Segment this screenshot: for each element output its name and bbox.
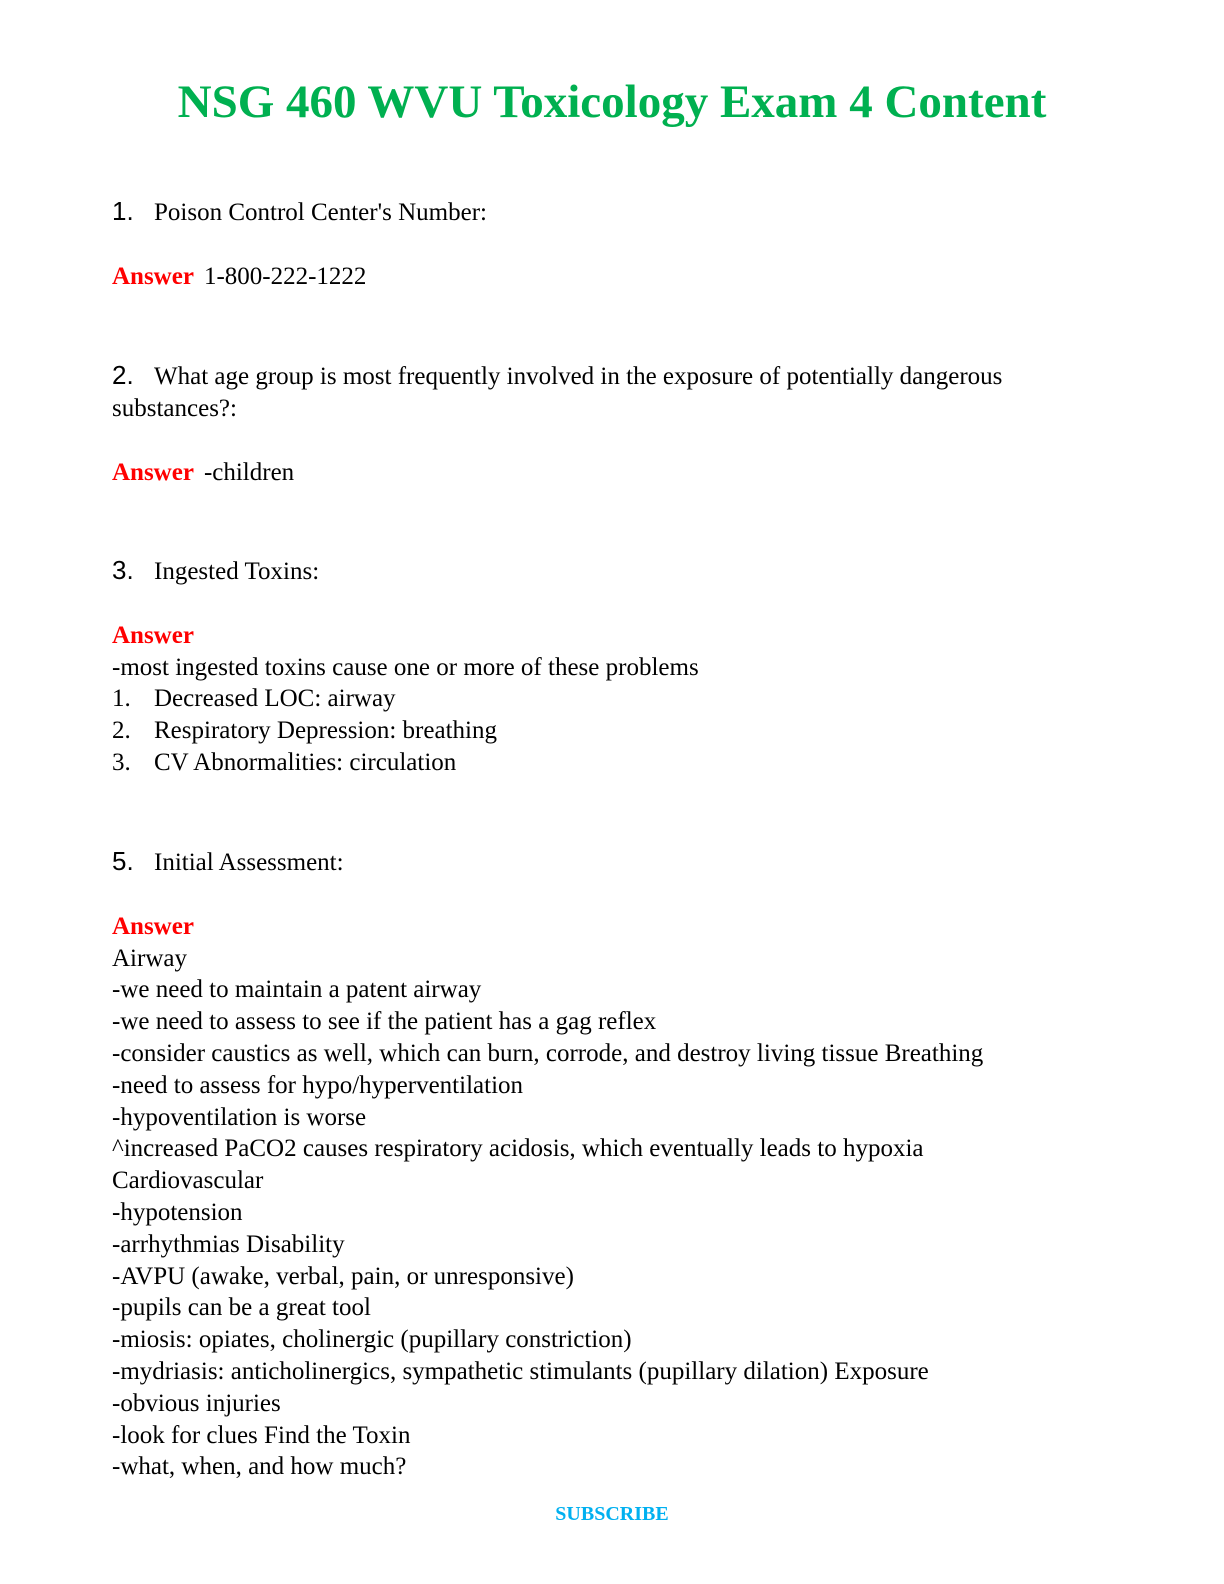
question-text: Poison Control Center's Number: [154, 199, 487, 226]
list-number: 3. [112, 748, 131, 776]
answer-line: -need to assess for hypo/hyperventilation [112, 1071, 524, 1099]
answer-line: -mydriasis: anticholinergics, sympathetic stimulants (pupillary dilation) Exposure [112, 1357, 929, 1385]
answer-list-item [112, 715, 1102, 747]
answer-line: -AVPU (awake, verbal, pain, or unresponsive) [112, 1262, 574, 1290]
answer-line: -obvious injuries [112, 1389, 281, 1417]
list-number: 1. [112, 685, 131, 713]
question-number: 2. [112, 360, 134, 390]
answer-text: -children [203, 458, 295, 486]
question-3 [112, 555, 1102, 779]
answer-list-item [112, 747, 1102, 779]
answer-text: 1-800-222-1222 [203, 262, 367, 290]
list-item-text: Respiratory Depression: breathing [154, 717, 497, 745]
answer-label: Answer [112, 621, 194, 649]
answer-line: ^increased PaCO2 causes respiratory acidosis, which eventually leads to hypoxia [112, 1135, 924, 1163]
page-title: NSG 460 WVU Toxicology Exam 4 Content [177, 76, 1047, 128]
answer-label: Answer [112, 912, 194, 940]
answer-line: -we need to assess to see if the patient has a gag reflex [112, 1008, 657, 1036]
question-text-continued: substances?: [112, 394, 237, 422]
answer-1-line [112, 261, 1102, 293]
question-1-line [112, 196, 1102, 229]
answer-line: -look for clues Find the Toxin [112, 1421, 411, 1449]
answer-line: Airway [112, 944, 187, 972]
answer-line: -we need to maintain a patent airway [112, 976, 482, 1004]
question-1 [112, 196, 1102, 293]
answer-line: -consider caustics as well, which can burn, corrode, and destroy living tissue Breathing [112, 1039, 984, 1067]
question-2-line [112, 360, 1102, 393]
answer-line: -what, when, and how much? [112, 1453, 407, 1481]
answer-line: -arrhythmias Disability [112, 1230, 345, 1258]
answer-line: -hypotension [112, 1198, 243, 1226]
list-item-text: CV Abnormalities: circulation [154, 748, 457, 776]
answer-line: -pupils can be a great tool [112, 1294, 371, 1322]
question-number: 1. [112, 196, 134, 226]
answer-label: Answer [112, 262, 194, 290]
list-number: 2. [112, 717, 131, 745]
answer-label: Answer [112, 458, 194, 486]
answer-list-item [112, 683, 1102, 715]
question-3-line [112, 555, 1102, 588]
question-5-line [112, 846, 1102, 879]
answer-line: Cardiovascular [112, 1167, 264, 1195]
subscribe-link[interactable]: SUBSCRIBE [555, 1503, 669, 1525]
question-5 [112, 846, 1102, 1483]
question-number: 5. [112, 846, 134, 876]
question-number: 3. [112, 555, 134, 585]
question-text: Ingested Toxins: [154, 558, 320, 585]
answer-line: -hypoventilation is worse [112, 1103, 367, 1131]
list-item-text: Decreased LOC: airway [154, 685, 396, 713]
answer-2-line [112, 457, 1102, 489]
answer-intro: -most ingested toxins cause one or more of these problems [112, 653, 699, 681]
question-text: Initial Assessment: [154, 849, 344, 876]
answer-line: -miosis: opiates, cholinergic (pupillary constriction) [112, 1326, 632, 1354]
question-2 [112, 360, 1102, 488]
question-text: What age group is most frequently involved in the exposure of potentially dangerous [154, 363, 1003, 390]
